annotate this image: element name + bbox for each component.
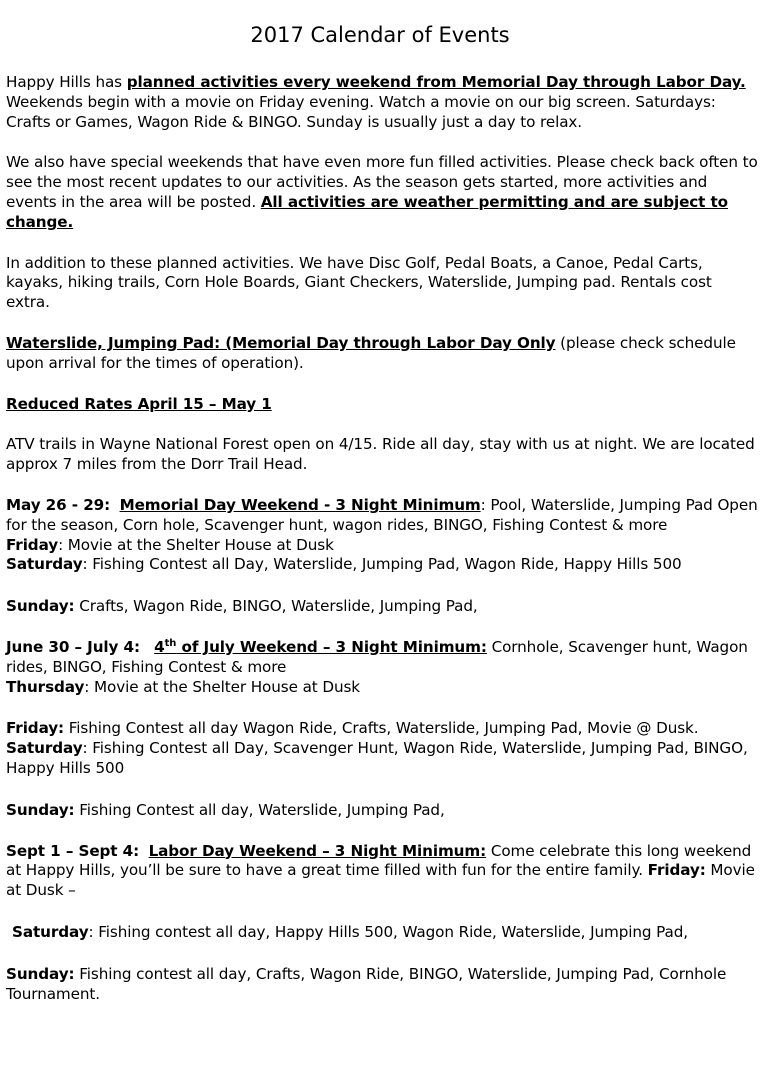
intro-paragraph: Happy Hills has planned activities every weekend from Memorial Day through Labor Day. Weekends begin with a movie on Friday evening. Watch a movie on our big screen. Saturdays: Crafts or Games, Wagon Ride & BINGO. Sunday is usually just a day to relax.	[6, 73, 746, 131]
atv-paragraph: ATV trails in Wayne National Forest open on 4/15. Ride all day, stay with us at night. We are located approx 7 miles from the Dorr Trail Head.	[6, 435, 755, 474]
reduced-rates-heading: Reduced Rates April 15 – May 1	[6, 394, 272, 413]
july-fourth-section: June 30 – July 4: 4th of July Weekend – 3 Night Minimum: Cornhole, Scavenger hunt, Wagon rides, BINGO, Fishing Contest & more Thursday: Movie at the Shelter House at Dusk Friday: Fishing Contest all day Wagon Ride, Crafts, Waterslide, Jumping Pad, Movie @ Dusk. Saturday: Fishing Contest all Day, Scavenger Hunt, Wagon Ride, Waterslide, Jumping Pad, BINGO, Happy Hills 500 Sunday: Fishing Contest all day, Waterslide, Jumping Pad,	[6, 638, 758, 821]
july-event-name: 4th of July Weekend – 3 Night Minimum:	[154, 637, 487, 656]
memorial-day-section: May 26 - 29: Memorial Day Weekend - 3 Night Minimum: Pool, Waterslide, Jumping Pad Open for the season, Corn hole, Scavenger hunt, wagon rides, BINGO, Fishing Contest & more Friday: Movie at the Shelter House at Dusk Saturday: Fishing Contest all Day, Waterslide, Jumping Pad, Wagon Ride, Happy Hills 500 Sunday: Crafts, Wagon Ride, BINGO, Waterslide, Jumping Pad,	[6, 495, 758, 616]
page-title: 2017 Calendar of Events	[250, 23, 510, 47]
memorial-dates: May 26 - 29:	[6, 495, 111, 514]
memorial-saturday: Saturday: Fishing Contest all Day, Waterslide, Jumping Pad, Wagon Ride, Happy Hills 500	[6, 555, 682, 574]
intro-emphasis: planned activities every weekend from Memorial Day through Labor Day.	[126, 73, 746, 91]
memorial-friday: Friday: Movie at the Shelter House at Dusk	[6, 535, 334, 554]
july-thursday: Thursday: Movie at the Shelter House at Dusk	[6, 677, 360, 696]
waterslide-heading: Waterslide, Jumping Pad: (Memorial Day through Labor Day Only	[6, 333, 556, 352]
labor-dates: Sept 1 – Sept 4:	[6, 841, 140, 860]
july-friday: Friday: Fishing Contest all day Wagon Ride, Crafts, Waterslide, Jumping Pad, Movie @ Dusk.	[6, 719, 699, 738]
memorial-sunday: Sunday: Crafts, Wagon Ride, BINGO, Waterslide, Jumping Pad,	[6, 597, 478, 616]
document-page	[6, 0, 758, 1004]
additional-activities-paragraph: In addition to these planned activities. We have Disc Golf, Pedal Boats, a Canoe, Pedal Carts, kayaks, hiking trails, Corn Hole Boards, Giant Checkers, Waterslide, Jumping pad. Rentals cost extra.	[6, 253, 712, 312]
labor-saturday: Saturday: Fishing contest all day, Happy Hills 500, Wagon Ride, Waterslide, Jumping Pad,	[12, 922, 689, 941]
july-dates: June 30 – July 4:	[6, 637, 140, 656]
labor-sunday: Sunday: Fishing contest all day, Crafts, Wagon Ride, BINGO, Waterslide, Jumping Pad, Cornhole Tournament.	[6, 964, 727, 1003]
special-weekends-paragraph: We also have special weekends that have even more fun filled activities. Please check back often to see the most recent updates to our activities. As the season gets started, more activities and events in the area will be posted. All activities are weather permitting and are subject to change.	[6, 153, 758, 231]
july-saturday: Saturday: Fishing Contest all Day, Scavenger Hunt, Wagon Ride, Waterslide, Jumping Pad, BINGO, Happy Hills 500	[6, 739, 748, 777]
labor-friday: Movie at Dusk –	[6, 861, 755, 900]
weather-notice: All activities are weather permitting and are subject to change.	[6, 192, 729, 231]
waterslide-paragraph: Waterslide, Jumping Pad: (Memorial Day through Labor Day Only (please check schedule upon arrival for the times of operation).	[6, 333, 736, 372]
july-sunday: Sunday: Fishing Contest all day, Waterslide, Jumping Pad,	[6, 800, 445, 819]
labor-day-section: Sept 1 – Sept 4: Labor Day Weekend – 3 Night Minimum: Come celebrate this long weekend at Happy Hills, you’ll be sure to have a great time filled with fun for the entire family. Friday: Movie at Dusk – Saturday: Fishing contest all day, Happy Hills 500, Wagon Ride, Waterslide, Jumping Pad, Sunday: Fishing contest all day, Crafts, Wagon Ride, BINGO, Waterslide, Jumping Pad, Cornhole Tournament.	[6, 842, 758, 1005]
memorial-event-name: Memorial Day Weekend - 3 Night Minimum	[119, 495, 481, 514]
labor-friday-label: Friday:	[647, 861, 706, 880]
labor-event-name: Labor Day Weekend – 3 Night Minimum:	[148, 841, 487, 860]
